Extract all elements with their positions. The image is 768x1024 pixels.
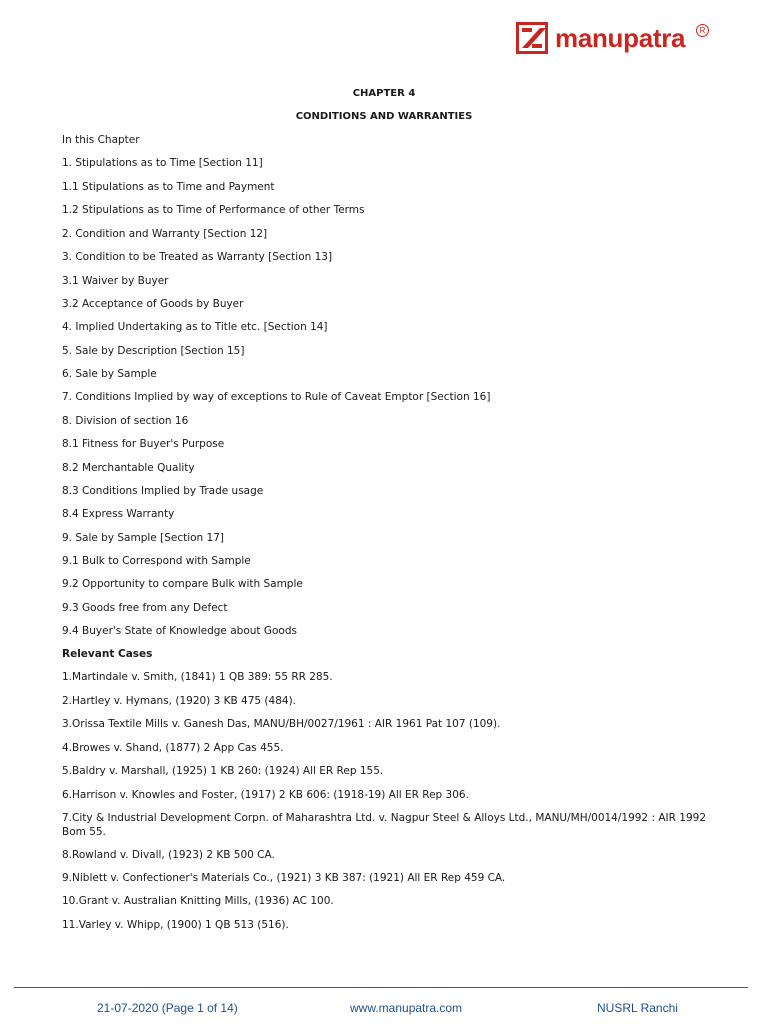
toc-item: 8.2 Merchantable Quality	[62, 462, 195, 474]
case-item: 4.Browes v. Shand, (1877) 2 App Cas 455.	[62, 742, 284, 754]
toc-item: 1.1 Stipulations as to Time and Payment	[62, 181, 275, 193]
registered-mark: R	[696, 24, 709, 37]
case-item: 7.City & Industrial Development Corpn. of Maharashtra Ltd. v. Nagpur Steel & Alloys Ltd., MANU/MH/0014/1992 : AIR 1992 Bom 55.	[62, 812, 706, 838]
toc-item: 2. Condition and Warranty [Section 12]	[62, 228, 268, 240]
case-item: 9.Niblett v. Confectioner's Materials Co., (1921) 3 KB 387: (1921) All ER Rep 459 CA.	[62, 872, 506, 884]
chapter-intro: In this Chapter	[62, 134, 140, 146]
manupatra-logo-icon	[516, 22, 550, 54]
footer-website-link[interactable]: www.manupatra.com	[350, 1001, 463, 1015]
case-item: 6.Harrison v. Knowles and Foster, (1917) 2 KB 606: (1918-19) All ER Rep 306.	[62, 789, 469, 801]
toc-item: 5. Sale by Description [Section 15]	[62, 345, 245, 357]
footer-date-page: 21-07-2020 (Page 1 of 14)	[97, 1001, 238, 1015]
case-item: 2.Hartley v. Hymans, (1920) 3 KB 475 (484).	[62, 695, 297, 707]
toc-item: 8. Division of section 16	[62, 415, 189, 427]
toc-item: 3.2 Acceptance of Goods by Buyer	[62, 298, 244, 310]
chapter-number: CHAPTER 4	[352, 88, 416, 99]
case-item: 5.Baldry v. Marshall, (1925) 1 KB 260: (1924) All ER Rep 155.	[62, 765, 384, 777]
toc-item: 8.1 Fitness for Buyer's Purpose	[62, 438, 225, 450]
cases-heading: Relevant Cases	[62, 648, 153, 660]
case-item: 3.Orissa Textile Mills v. Ganesh Das, MANU/BH/0027/1961 : AIR 1961 Pat 107 (109).	[62, 718, 501, 730]
toc-item: 4. Implied Undertaking as to Title etc. [Section 14]	[62, 321, 328, 333]
toc-item: 8.3 Conditions Implied by Trade usage	[62, 485, 264, 497]
toc-item: 8.4 Express Warranty	[62, 508, 175, 520]
toc-item: 9.1 Bulk to Correspond with Sample	[62, 555, 251, 567]
footer-user: NUSRL Ranchi	[597, 1001, 678, 1015]
brand-name: manupatra	[555, 23, 686, 53]
case-item: 11.Varley v. Whipp, (1900) 1 QB 513 (516).	[62, 919, 289, 931]
toc-item: 9.3 Goods free from any Defect	[62, 602, 228, 614]
toc-item: 6. Sale by Sample	[62, 368, 157, 380]
toc-item: 9. Sale by Sample [Section 17]	[62, 532, 224, 544]
toc-item: 1. Stipulations as to Time [Section 11]	[62, 157, 263, 169]
case-item: 10.Grant v. Australian Knitting Mills, (1936) AC 100.	[62, 895, 334, 907]
toc-item: 7. Conditions Implied by way of exceptions to Rule of Caveat Emptor [Section 16]	[62, 391, 491, 403]
toc-item: 9.2 Opportunity to compare Bulk with Sample	[62, 578, 303, 590]
toc-item: 1.2 Stipulations as to Time of Performance of other Terms	[62, 204, 365, 216]
footer-divider	[14, 987, 748, 988]
manupatra-logo	[516, 22, 706, 54]
chapter-title: CONDITIONS AND WARRANTIES	[295, 111, 473, 122]
toc-item: 3.1 Waiver by Buyer	[62, 275, 169, 287]
toc-item: 3. Condition to be Treated as Warranty [Section 13]	[62, 251, 333, 263]
toc-item: 9.4 Buyer's State of Knowledge about Goods	[62, 625, 297, 637]
case-item: 1.Martindale v. Smith, (1841) 1 QB 389: 55 RR 285.	[62, 671, 333, 683]
case-item: 8.Rowland v. Divall, (1923) 2 KB 500 CA.	[62, 849, 275, 861]
